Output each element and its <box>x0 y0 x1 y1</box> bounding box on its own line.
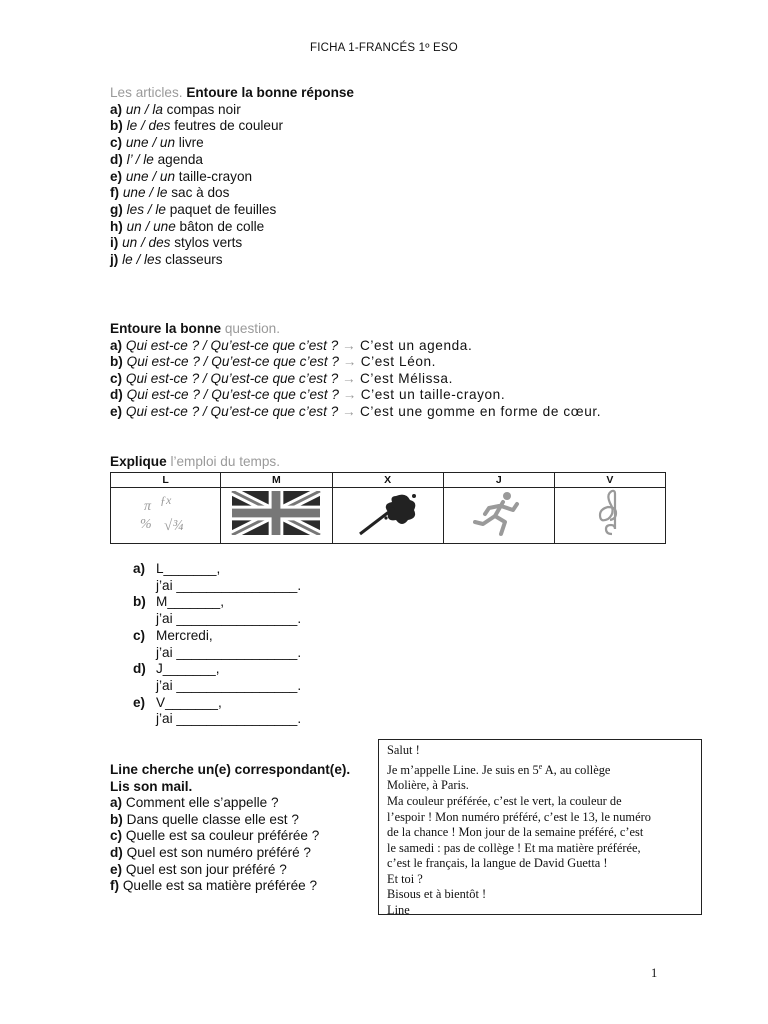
mail-line: l’espoir ! Mon numéro préféré, c’est le 13, le numéro <box>387 809 651 824</box>
mail-line: Line <box>387 903 410 918</box>
day-cell: X <box>332 473 443 488</box>
article-item: e) une / un taille-crayon <box>110 168 253 184</box>
mail-question-item: c) Quelle est sa couleur préférée ? <box>110 828 320 844</box>
question-choice[interactable]: Qui est-ce ? / Qu’est-ce que c’est ? <box>126 387 339 403</box>
day-activity[interactable]: j’ai ________________. <box>156 577 302 593</box>
article-choice[interactable]: un / une <box>126 218 176 234</box>
arrow-right-icon: → <box>341 337 356 353</box>
question-item: a) Qui est-ce ? / Qu’est-ce que c’est ? → C’est un agenda. <box>110 337 473 353</box>
day-activity[interactable]: j’ai ________________. <box>156 611 302 627</box>
article-item: a) un / la compas noir <box>110 101 241 117</box>
math-symbol: ƒx <box>159 493 171 507</box>
mail-question-item: d) Quel est son numéro préféré ? <box>110 844 311 860</box>
article-item: c) une / un livre <box>110 135 204 151</box>
math-icon <box>111 488 221 544</box>
day-blank[interactable]: Mercredi, <box>156 627 213 643</box>
question-title: Entoure la bonne question. <box>110 321 280 336</box>
day-cell: J <box>443 473 554 488</box>
runner-icon <box>443 488 554 544</box>
math-symbol: π <box>143 499 151 514</box>
question-choice[interactable]: Qui est-ce ? / Qu’est-ce que c’est ? <box>125 337 339 353</box>
mail-line: Molière, à Paris. <box>387 778 469 793</box>
mail-line: Bisous et à bientôt ! <box>387 887 487 902</box>
question-item: b) Qui est-ce ? / Qu’est-ce que c’est ? → C’est Léon. <box>110 354 437 370</box>
article-choice[interactable]: une / un <box>125 135 176 151</box>
article-item: h) un / une bâton de colle <box>110 218 265 234</box>
question-list <box>110 338 601 421</box>
mail-questions-title: Line cherche un(e) correspondant(e). Lis son mail. <box>110 762 351 794</box>
question-section <box>110 321 601 421</box>
mail-questions-list <box>110 795 360 895</box>
article-choice[interactable]: une / un <box>125 168 176 184</box>
day-blank[interactable]: L_______, <box>156 561 221 576</box>
day-blank[interactable]: M_______, <box>156 594 225 610</box>
article-choice[interactable]: un / la <box>125 101 163 117</box>
mail-line: c’est le français, la langue de David Guetta ! <box>387 856 608 871</box>
mail-line: de la chance ! Mon jour de la semaine préféré, c’est <box>387 825 644 840</box>
article-choice[interactable]: une / le <box>122 185 168 201</box>
day-blank[interactable]: V_______, <box>156 694 222 710</box>
uk-flag-icon <box>221 488 332 544</box>
question-answer: C’est Léon. <box>356 354 437 370</box>
question-answer: C’est une gomme en forme de cœur. <box>355 403 602 419</box>
question-choice[interactable]: Qui est-ce ? / Qu’est-ce que c’est ? <box>125 403 339 419</box>
mail-line: Salut ! <box>387 743 420 757</box>
day-cell: L <box>111 473 221 488</box>
question-item: e) Qui est-ce ? / Qu’est-ce que c’est ? → C’est une gomme en forme de cœur. <box>110 403 602 419</box>
mail-question-item: a) Comment elle s’appelle ? <box>110 795 279 811</box>
article-item: g) les / le paquet de feuilles <box>110 201 277 217</box>
paintbrush-icon <box>332 488 443 544</box>
timetable-title: Explique l’emploi du temps. <box>110 454 280 469</box>
article-item: i) un / des stylos verts <box>110 235 243 251</box>
day-cell: M <box>221 473 332 488</box>
mail-line: Je m’appelle Line. Je suis en 5e A, au collège <box>387 761 611 777</box>
music-note-icon <box>554 488 665 544</box>
timetable <box>110 472 666 544</box>
mail-questions <box>110 762 360 895</box>
article-choice[interactable]: les / le <box>126 201 166 217</box>
page-number: 1 <box>651 966 658 980</box>
arrow-right-icon: → <box>341 403 356 419</box>
article-item: f) une / le sac à dos <box>110 185 230 201</box>
day-item: a) L_______, <box>133 561 221 576</box>
mail-question-item: b) Dans quelle classe elle est ? <box>110 811 299 827</box>
page-header: FICHA 1-FRANCÉS 1º ESO <box>310 42 458 54</box>
day-activity[interactable]: j’ai ________________. <box>156 677 302 693</box>
article-choice[interactable]: le / des <box>126 118 171 134</box>
article-item: b) le / des feutres de couleur <box>110 118 284 134</box>
question-choice[interactable]: Qui est-ce ? / Qu’est-ce que c’est ? <box>125 370 339 386</box>
question-answer: C’est Mélissa. <box>355 370 453 386</box>
articles-list <box>110 102 354 269</box>
day-item: c) Mercredi, <box>133 627 213 643</box>
article-choice[interactable]: l’ / le <box>126 151 154 167</box>
day-item: b) M_______, <box>133 594 225 610</box>
article-item: j) le / les classeurs <box>110 252 223 268</box>
day-activity[interactable]: j’ai ________________. <box>156 644 302 660</box>
mail-line: le samedi : pas de collège ! Et ma matière préférée, <box>387 840 641 855</box>
day-item: e) V_______, <box>133 694 222 710</box>
day-activity[interactable]: j’ai ________________. <box>156 711 302 727</box>
day-blank[interactable]: J_______, <box>156 661 220 677</box>
days-list <box>133 561 301 728</box>
math-symbol: % <box>139 517 152 532</box>
article-item: d) l’ / le agenda <box>110 151 203 167</box>
articles-title: Les articles. Entoure la bonne réponse <box>110 85 354 100</box>
mail-question-item: e) Quel est son jour préféré ? <box>110 861 287 877</box>
arrow-right-icon: → <box>342 354 357 370</box>
mail-line: Et toi ? <box>387 871 423 886</box>
question-choice[interactable]: Qui est-ce ? / Qu’est-ce que c’est ? <box>126 354 339 370</box>
mail-line: Ma couleur préférée, c’est le vert, la couleur de <box>387 793 622 808</box>
mail-question-item: f) Quelle est sa matière préférée ? <box>110 878 318 894</box>
arrow-right-icon: → <box>341 370 356 386</box>
question-item: d) Qui est-ce ? / Qu’est-ce que c’est ? → C’est un taille-crayon. <box>110 387 506 403</box>
question-answer: C’est un taille-crayon. <box>356 387 506 403</box>
articles-section <box>110 85 354 269</box>
question-answer: C’est un agenda. <box>355 337 473 353</box>
mail-box <box>378 739 702 918</box>
article-choice[interactable]: un / des <box>122 235 171 251</box>
question-item: c) Qui est-ce ? / Qu’est-ce que c’est ? → C’est Mélissa. <box>110 370 453 386</box>
day-item: d) J_______, <box>133 661 220 677</box>
arrow-right-icon: → <box>342 387 357 403</box>
math-symbol: √¾ <box>163 518 184 534</box>
day-cell: V <box>554 473 665 488</box>
article-choice[interactable]: le / les <box>122 252 162 268</box>
